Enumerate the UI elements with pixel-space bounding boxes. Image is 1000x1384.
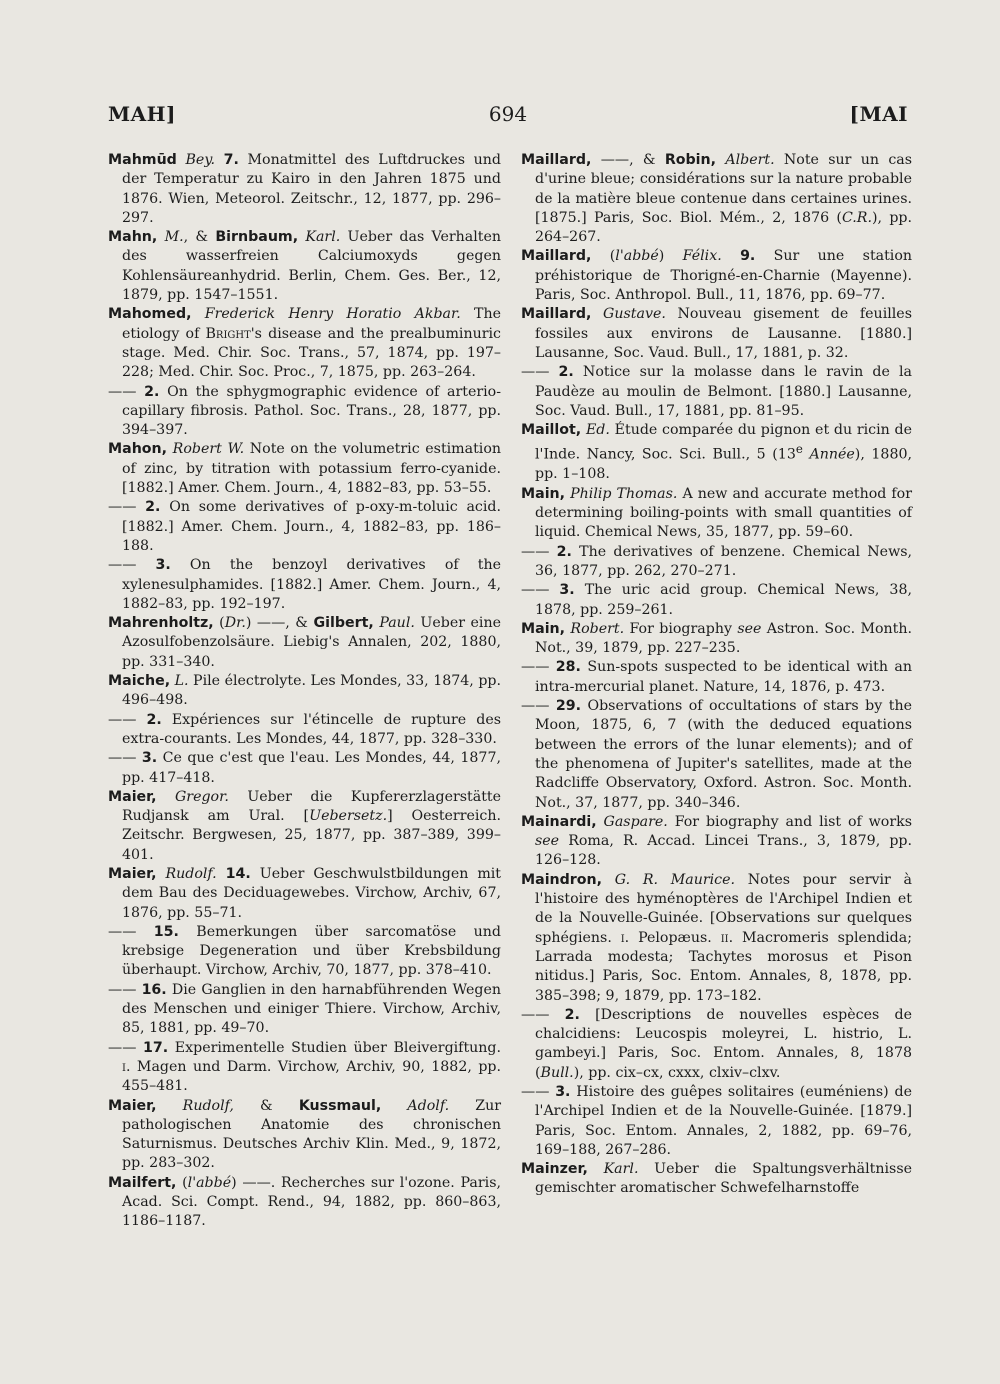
bibliography-entry: —— 2. On some derivatives of p-oxy-m-toluic acid. [1882.] Amer. Chem. Journ., 4, 1882–83, pp. 186–188. (108, 499, 502, 554)
bibliography-entry: —— 2. Notice sur la molasse dans le ravin de la Paudèze au moulin de Belmont. [1880.] Lausanne, Soc. Vaud. Bull., 17, 1881, pp. 81–95. (521, 364, 912, 419)
bibliography-entry: Maillard, ——, & Robin, Albert. Note sur un cas d'urine bleue; considérations sur la nature probable de la matière bleue contenue dans certaines urines. [1875.] Paris, Soc. Biol. Mém., 2, 1876 (C.R.), pp. 264–267. (521, 152, 913, 246)
bibliography-entry: Maier, Rudolf. 14. Ueber Geschwulstbildungen mit dem Bau des Deciduagewebes. Virchow, Archiv, 67, 1876, pp. 55–71. (108, 865, 502, 921)
bibliography-entry: —— 3. On the benzoyl derivatives of the xylenesulphamides. [1882.] Amer. Chem. Journ., 4, 1882–83, pp. 192–197. (108, 557, 501, 612)
bibliography-entry: Mainzer, Karl. Ueber die Spaltungsverhältnisse gemischter aromatischer Schwefelharnstoffe (521, 1161, 912, 1197)
bibliography-entry: Mailfert, (l'abbé) ——. Recherches sur l'ozone. Paris, Acad. Sci. Compt. Rend., 94, 1882, pp. 860–863, 1186–1187. (108, 1174, 501, 1230)
bibliography-entry: —— 28. Sun-spots suspected to be identical with an intra-mercurial planet. Nature, 14, 1876, p. 473. (521, 659, 912, 695)
header-right-catchword: [MAI (849, 102, 908, 126)
header-left-catchword: MAH] (108, 102, 177, 126)
page-number: 694 (488, 102, 528, 126)
bibliography-entry: Maillard, (l'abbé) Félix. 9. Sur une station préhistorique de Thorigné-en-Charnie (Mayenne). Paris, Soc. Anthropol. Bull., 11, 1876, pp. 69–77. (521, 248, 913, 304)
bibliography-entry: —— 3. Ce que c'est que l'eau. Les Mondes, 44, 1877, pp. 417–418. (108, 750, 501, 786)
bibliography-entry: Mahmūd Bey. 7. Monatmittel des Luftdruckes und der Temperatur zu Kairo in den Jahren 1875 und 1876. Wien, Meteorol. Zeitschr., 12, 1877, pp. 296–297. (108, 152, 502, 226)
bibliography-entry: —— 16. Die Ganglien in den harnabführenden Wegen des Menschen und einiger Thiere. Virchow, Archiv, 85, 1881, pp. 49–70. (108, 981, 501, 1037)
bibliography-entry: —— 2. The derivatives of benzene. Chemical News, 36, 1877, pp. 262, 270–271. (521, 543, 912, 579)
bibliography-entry: Maier, Gregor. Ueber die Kupfererzlagerstätte Rudjansk am Ural. [Uebersetz.] Oesterreich. Zeitschr. Bergwesen, 25, 1877, pp. 387–389, 399–401. (108, 788, 502, 863)
bibliography-entry: —— 15. Bemerkungen über sarcomatöse und krebsige Degeneration und über Krebsbildung überhaupt. Virchow, Archiv, 70, 1877, pp. 378–410. (108, 923, 501, 979)
bibliography-entry: —— 2. On the sphygmographic evidence of arterio-capillary fibrosis. Pathol. Soc. Trans., 28, 1877, pp. 394–397. (108, 383, 502, 439)
bibliography-entry: Mahn, M., & Birnbaum, Karl. Ueber das Verhalten des wasserfreien Calciumoxyds gegen Kohlensäureanhydrid. Berlin, Chem. Ges. Ber., 12, 1879, pp. 1547–1551. (108, 229, 502, 304)
bibliography-entry: Maier, Rudolf, & Kussmaul, Adolf. Zur pathologischen Anatomie des chronischen Saturnismus. Deutsches Archiv Klin. Med., 9, 1872, pp. 283–302. (108, 1097, 502, 1172)
bibliography-entry: —— 2. [Descriptions de nouvelles espèces de chalcidiens: Leucospis moleyrei, L. histrio, L. gambeyi.] Paris, Soc. Entom. Annales, 8, 1878 (Bull.), pp. cix–cx, cxxx, clxiv–clxv. (521, 1006, 912, 1081)
bibliography-entry: Main, Philip Thomas. A new and accurate method for determining boiling-points with small quantities of liquid. Chemical News, 35, 1877, pp. 59–60. (521, 485, 913, 541)
bibliography-entry: Mahon, Robert W. Note on the volumetric estimation of zinc, by titration with potassium ferro-cyanide. [1882.] Amer. Chem. Journ., 4, 1882–83, pp. 53–55. (108, 441, 502, 497)
bibliography-entry: Main, Robert. For biography see Astron. Soc. Month. Not., 39, 1879, pp. 227–235. (521, 620, 912, 657)
bibliography-entry: —— 3. Histoire des guêpes solitaires (euméniens) de l'Archipel Indien et de la Nouvelle-Guinée. [1879.] Paris, Soc. Entom. Annales, 2, 1882, pp. 69–76, 169–188, 267–286. (521, 1083, 912, 1158)
right-column (521, 151, 912, 1199)
bibliography-entry: —— 3. The uric acid group. Chemical News, 38, 1878, pp. 259–261. (521, 582, 912, 618)
bibliography-entry: Maillot, Ed. Étude comparée du pignon et du ricin de l'Inde. Nancy, Soc. Sci. Bull., 5 (13e Année), 1880, pp. 1–108. (521, 422, 913, 483)
bibliography-entry: Mainardi, Gaspare. For biography and list of works see Roma, R. Accad. Lincei Trans., 3, 1879, pp. 126–128. (521, 813, 912, 869)
bibliography-entry: Mahomed, Frederick Henry Horatio Akbar. The etiology of Bright's disease and the prealbuminuric stage. Med. Chir. Soc. Trans., 57, 1874, pp. 197–228; Med. Chir. Soc. Proc., 7, 1875, pp. 263–264. (108, 306, 501, 381)
left-column (108, 151, 501, 1232)
bibliography-entry: —— 17. Experimentelle Studien über Bleivergiftung. i. Magen und Darm. Virchow, Archiv, 90, 1882, pp. 455–481. (108, 1039, 502, 1095)
bibliography-entry: —— 29. Observations of occultations of stars by the Moon, 1875, 6, 7 (with the deduced equations between the errors of the lunar elements); and of the phenomena of Jupiter's satellites, made at the Radcliffe Observatory, Oxford. Astron. Soc. Month. Not., 37, 1877, pp. 340–346. (521, 698, 912, 811)
bibliography-entry: Maillard, Gustave. Nouveau gisement de feuilles fossiles aux environs de Lausanne. [1880.] Lausanne, Soc. Vaud. Bull., 17, 1881, p. 32. (521, 306, 912, 361)
bibliography-entry: Mahrenholtz, (Dr.) ——, & Gilbert, Paul. Ueber eine Azosulfobenzolsäure. Liebig's Annalen, 202, 1880, pp. 331–340. (108, 615, 502, 670)
page-header (108, 102, 908, 134)
bibliography-entry: —— 2. Expériences sur l'étincelle de rupture des extra-courants. Les Mondes, 44, 1877, pp. 328–330. (108, 711, 501, 747)
bibliography-entry: Maindron, G. R. Maurice. Notes pour servir à l'histoire des hyménoptères de l'Archipel Indien et de la Nouvelle-Guinée. [Observations sur quelques sphégiens. i. Pelopæus. ii. Macromeris splendida; Larrada modesta; Tachytes morosus et Pison nitidus.] Paris, Soc. Entom. Annales, 8, 1878, pp. 385–398; 9, 1879, pp. 173–182. (521, 871, 912, 1004)
bibliography-entry: Maiche, L. Pile électrolyte. Les Mondes, 33, 1874, pp. 496–498. (108, 673, 502, 709)
